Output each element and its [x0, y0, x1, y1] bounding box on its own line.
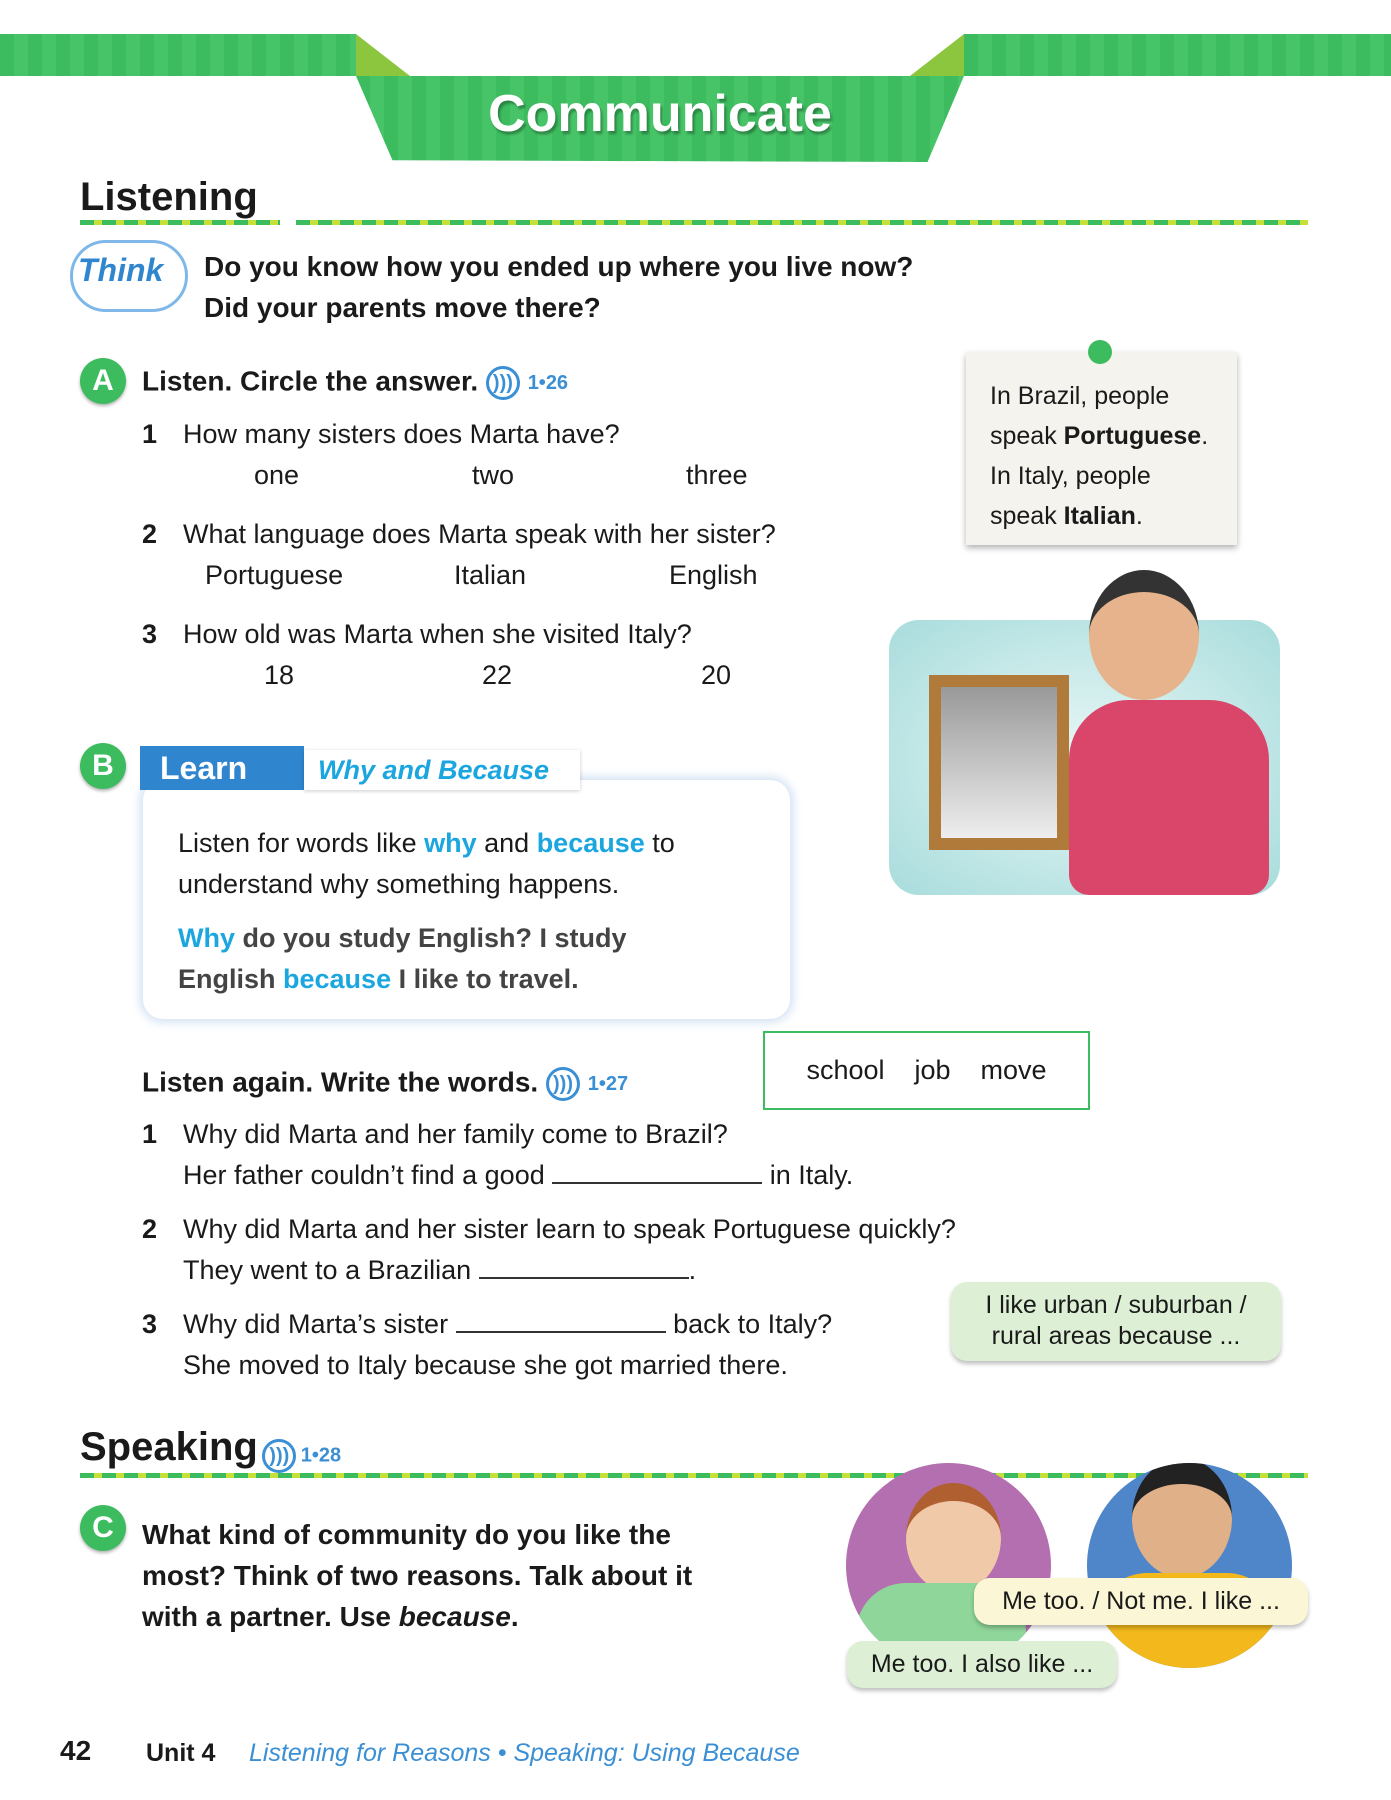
answer-option[interactable]: 22	[482, 660, 513, 690]
answer-text: She moved to Italy because she got married there.	[183, 1350, 788, 1380]
activity-b-instruction: Listen again. Write the words.	[142, 1066, 539, 1098]
text: understand why something happens.	[178, 869, 620, 899]
question-number: 3	[142, 1309, 158, 1339]
question-text: Why did Marta’s sister	[183, 1309, 456, 1339]
divider	[80, 220, 280, 225]
word-bank-item: school	[806, 1055, 885, 1085]
question-text: How many sisters does Marta have?	[183, 419, 620, 449]
question-text: How old was Marta when she visited Italy?	[183, 619, 692, 649]
speech-bubble-3: Me too. I also like ...	[847, 1641, 1117, 1688]
keyword: because	[283, 964, 392, 994]
answer-option[interactable]: Portuguese	[205, 560, 344, 590]
page-number: 42	[60, 1735, 92, 1766]
answer-option[interactable]: three	[686, 460, 748, 490]
think-question-2: Did your parents move there?	[204, 292, 601, 323]
note-text: .	[1135, 502, 1143, 530]
activity-b-badge: B	[80, 743, 126, 789]
footer-topic: Listening for Reasons • Speaking: Using Because	[249, 1739, 800, 1767]
audio-icon[interactable]: )))	[262, 1439, 296, 1473]
learn-topic-text: Why and	[318, 755, 438, 785]
question-text: Why did Marta and her family come to Brazil?	[183, 1119, 728, 1149]
activity-a-instruction: Listen. Circle the answer.	[142, 365, 479, 397]
question-number: 3	[142, 619, 158, 649]
woman-shirt	[1069, 700, 1269, 895]
note-text: In Brazil, people	[990, 382, 1170, 410]
answer-option[interactable]: 20	[701, 660, 732, 690]
text: .	[510, 1601, 519, 1632]
text: do you study English? I study	[235, 923, 627, 953]
keyword: why	[424, 828, 477, 858]
speech-bubble-2: Me too. / Not me. I like ...	[974, 1578, 1308, 1625]
answer-blank[interactable]	[479, 1259, 689, 1279]
question-text: Why did Marta and her sister learn to speak Portuguese quickly?	[183, 1214, 956, 1244]
question-number: 1	[142, 1119, 158, 1149]
note-bold: Portuguese	[1063, 422, 1202, 450]
answer-option[interactable]: English	[669, 560, 758, 590]
text: and	[476, 828, 537, 858]
question-text: What language does Marta speak with her sister?	[183, 519, 776, 549]
word-bank-item: job	[914, 1055, 951, 1085]
answer-text: .	[688, 1255, 697, 1285]
note-bold: Italian	[1063, 502, 1136, 530]
speaking-heading: Speaking	[80, 1425, 258, 1469]
banner-fold-left	[356, 34, 410, 76]
page-title: Communicate	[488, 85, 832, 143]
activity-c-badge: C	[80, 1505, 126, 1551]
learn-explanation	[178, 823, 675, 905]
note-text: speak	[990, 422, 1064, 450]
text: with a partner. Use	[142, 1601, 399, 1632]
answer-text: They went to a Brazilian	[183, 1255, 479, 1285]
answer-blank[interactable]	[456, 1313, 666, 1333]
note-text: In Italy, people	[990, 462, 1151, 490]
question-number: 2	[142, 519, 158, 549]
keyword: Why	[178, 923, 235, 953]
bubble-text: I like urban / suburban /	[985, 1291, 1247, 1319]
header-band-left	[0, 34, 356, 76]
track-number: 1•28	[300, 1444, 342, 1467]
question-number: 1	[142, 419, 158, 449]
text: I like to travel.	[391, 964, 579, 994]
listening-heading: Listening	[80, 175, 258, 219]
text: because	[398, 1601, 511, 1632]
header-band-right	[964, 34, 1391, 76]
activity-c-instruction	[142, 1514, 692, 1637]
think-badge: Think	[78, 252, 164, 288]
text: What kind of community do you like the	[142, 1519, 671, 1550]
learn-example	[178, 918, 627, 1000]
answer-option[interactable]: 18	[264, 660, 295, 690]
question-number: 2	[142, 1214, 158, 1244]
pin-icon	[1088, 340, 1112, 364]
text: to	[644, 828, 675, 858]
unit-label: Unit 4	[146, 1739, 216, 1767]
note-text: .	[1201, 422, 1209, 450]
banner-fold-right	[910, 34, 964, 76]
think-question-1: Do you know how you ended up where you live now?	[204, 251, 914, 282]
divider	[80, 1473, 1308, 1478]
answer-text: Her father couldn’t find a good	[183, 1160, 553, 1190]
activity-a-badge: A	[80, 358, 126, 404]
answer-option[interactable]: two	[472, 460, 515, 490]
learn-tab: Learn	[140, 746, 304, 790]
text: most? Think of two reasons. Talk about it	[142, 1560, 693, 1591]
fact-note	[966, 352, 1237, 545]
picture-frame	[929, 675, 1069, 850]
keyword: because	[536, 828, 645, 858]
question-text: back to Italy?	[665, 1309, 833, 1339]
girl-illustration	[846, 1463, 1051, 1668]
audio-icon[interactable]: )))	[546, 1067, 580, 1101]
text: Listen for words like	[178, 828, 425, 858]
answer-text: in Italy.	[762, 1160, 854, 1190]
word-bank-item: move	[980, 1055, 1047, 1085]
learn-topic-text: Because	[438, 755, 550, 785]
boy-illustration	[1087, 1463, 1292, 1668]
word-bank	[763, 1031, 1090, 1110]
audio-icon[interactable]: )))	[486, 366, 520, 400]
track-number: 1•26	[527, 372, 569, 394]
bubble-text: rural areas because ...	[991, 1322, 1241, 1351]
text: English	[178, 964, 284, 994]
illustration-woman-with-photo	[889, 620, 1280, 895]
track-number: 1•27	[587, 1073, 629, 1095]
speech-bubble-1	[951, 1282, 1281, 1361]
note-text: speak	[990, 502, 1064, 530]
divider	[296, 220, 1308, 225]
woman-face	[1089, 570, 1199, 700]
learn-topic	[304, 750, 580, 790]
answer-blank[interactable]	[552, 1164, 762, 1184]
answer-option[interactable]: one	[254, 460, 300, 490]
answer-option[interactable]: Italian	[454, 560, 527, 590]
